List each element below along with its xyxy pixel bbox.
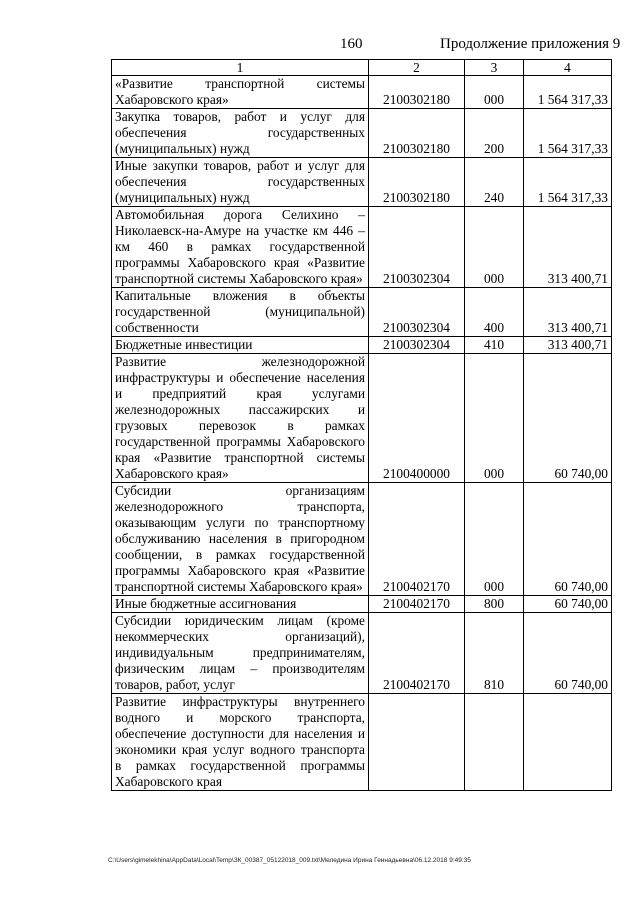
row-expense-type bbox=[465, 694, 524, 791]
table-row bbox=[112, 694, 612, 791]
row-name: Субсидии организациям железнодорожного транспорта, оказывающим услуги по транспортному обслуживанию населения в пригородном сообщении, в рамках государственной программы Хабаровского края «Развитие транспортной системы Хабаровского края» bbox=[112, 483, 369, 596]
row-code bbox=[369, 694, 465, 791]
row-expense-type: 200 bbox=[465, 109, 524, 158]
table-header-row bbox=[112, 60, 612, 76]
row-code: 2100302304 bbox=[369, 337, 465, 354]
column-header: 1 bbox=[112, 60, 369, 76]
footer-file-path: C:\Users\gimelekhina\AppData\Local\Temp\ЗК_00387_05122018_009.txt\Меледина Ирина Геннадьевна\06.12.2018 9:49:35 bbox=[108, 857, 471, 864]
row-amount: 313 400,71 bbox=[524, 288, 612, 337]
budget-table bbox=[111, 59, 612, 791]
table-row bbox=[112, 288, 612, 337]
row-expense-type: 000 bbox=[465, 207, 524, 288]
row-name: Бюджетные инвестиции bbox=[112, 337, 369, 354]
row-expense-type: 240 bbox=[465, 158, 524, 207]
row-amount: 60 740,00 bbox=[524, 596, 612, 613]
row-code: 2100302180 bbox=[369, 76, 465, 109]
table-row bbox=[112, 158, 612, 207]
row-code: 2100402170 bbox=[369, 483, 465, 596]
column-header: 4 bbox=[524, 60, 612, 76]
row-code: 2100302180 bbox=[369, 158, 465, 207]
column-header: 2 bbox=[369, 60, 465, 76]
table-row bbox=[112, 354, 612, 483]
row-expense-type: 410 bbox=[465, 337, 524, 354]
row-name: Капитальные вложения в объекты государственной (муниципальной) собственности bbox=[112, 288, 369, 337]
row-code: 2100302304 bbox=[369, 288, 465, 337]
row-name: Закупка товаров, работ и услуг для обеспечения государственных (муниципальных) нужд bbox=[112, 109, 369, 158]
row-expense-type: 000 bbox=[465, 354, 524, 483]
row-code: 2100302304 bbox=[369, 207, 465, 288]
column-header: 3 bbox=[465, 60, 524, 76]
page-number: 160 bbox=[340, 36, 363, 52]
row-amount: 1 564 317,33 bbox=[524, 158, 612, 207]
row-code: 2100302180 bbox=[369, 109, 465, 158]
row-code: 2100400000 bbox=[369, 354, 465, 483]
row-expense-type: 810 bbox=[465, 613, 524, 694]
table-row bbox=[112, 483, 612, 596]
row-name: Развитие инфраструктуры внутреннего водного и морского транспорта, обеспечение доступности для населения и экономики края услуг водного транспорта в рамках государственной программы Хабаровского края bbox=[112, 694, 369, 791]
row-amount bbox=[524, 694, 612, 791]
row-expense-type: 400 bbox=[465, 288, 524, 337]
row-expense-type: 000 bbox=[465, 483, 524, 596]
table-row bbox=[112, 109, 612, 158]
row-name: Развитие железнодорожной инфраструктуры и обеспечение населения и предприятий края услугами железнодорожных пассажирских и грузовых перевозок в рамках государственной программы Хабаровского края «Развитие транспортной системы Хабаровского края» bbox=[112, 354, 369, 483]
row-expense-type: 000 bbox=[465, 76, 524, 109]
row-amount: 1 564 317,33 bbox=[524, 76, 612, 109]
row-name: Автомобильная дорога Селихино – Николаевск-на-Амуре на участке км 446 – км 460 в рамках государственной программы Хабаровского края «Развитие транспортной системы Хабаровского края» bbox=[112, 207, 369, 288]
table-row bbox=[112, 337, 612, 354]
row-code: 2100402170 bbox=[369, 596, 465, 613]
row-amount: 60 740,00 bbox=[524, 613, 612, 694]
row-expense-type: 800 bbox=[465, 596, 524, 613]
continuation-title: Продолжение приложения 9 bbox=[440, 36, 621, 52]
row-name: Иные бюджетные ассигнования bbox=[112, 596, 369, 613]
row-amount: 313 400,71 bbox=[524, 337, 612, 354]
table-row bbox=[112, 76, 612, 109]
row-amount: 60 740,00 bbox=[524, 354, 612, 483]
table-row bbox=[112, 596, 612, 613]
row-amount: 1 564 317,33 bbox=[524, 109, 612, 158]
row-name: «Развитие транспортной системы Хабаровского края» bbox=[112, 76, 369, 109]
row-amount: 60 740,00 bbox=[524, 483, 612, 596]
table-row bbox=[112, 207, 612, 288]
row-amount: 313 400,71 bbox=[524, 207, 612, 288]
row-code: 2100402170 bbox=[369, 613, 465, 694]
table-row bbox=[112, 613, 612, 694]
row-name: Субсидии юридическим лицам (кроме некоммерческих организаций), индивидуальным предпринимателям, физическим лицам – производителям товаров, работ, услуг bbox=[112, 613, 369, 694]
row-name: Иные закупки товаров, работ и услуг для обеспечения государственных (муниципальных) нужд bbox=[112, 158, 369, 207]
